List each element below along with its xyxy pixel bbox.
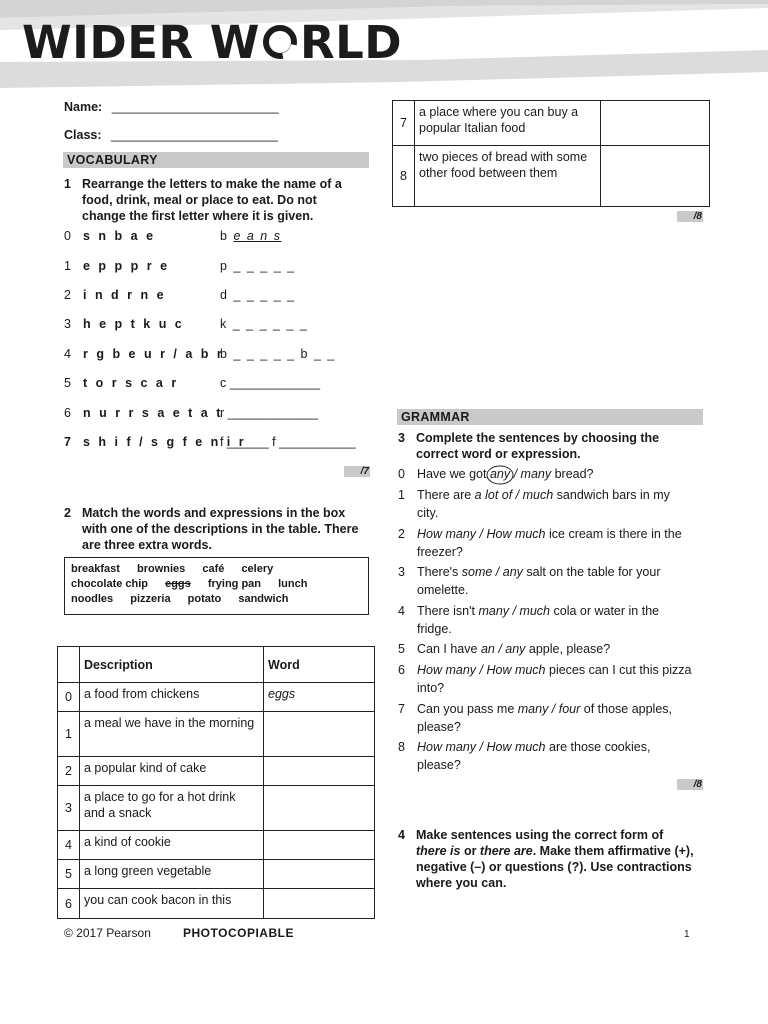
anagram-item[interactable]: 4 r g b e u r / a b r b _ _ _ _ _ b _ _ [64, 347, 336, 361]
anagram-item: 0 s n b a e b e a n s [64, 229, 282, 243]
answer-cell[interactable] [264, 831, 375, 860]
anagram-item[interactable]: 3 h e p t k u c k _ _ _ _ _ _ [64, 317, 309, 331]
header-word: Word [264, 647, 375, 683]
score-box-q2: /8 [677, 211, 703, 222]
name-blank[interactable]: ________________________ [111, 100, 279, 114]
anagram-item[interactable]: 2 i n d r n e d _ _ _ _ _ [64, 288, 296, 302]
matching-table [57, 646, 375, 919]
copyright-text: © 2017 Pearson [64, 926, 151, 940]
example-word: eggs [264, 683, 375, 712]
table-row: 4 a kind of cookie [58, 831, 375, 860]
class-label: Class: [64, 128, 102, 142]
circled-answer-icon [486, 464, 516, 486]
example-answer: e a n s [233, 229, 282, 243]
page-number: 1 [684, 929, 690, 940]
class-line[interactable] [64, 128, 278, 142]
logo-text-right: RLD [299, 16, 403, 69]
answer-cell[interactable] [264, 860, 375, 889]
example-choice: any / many [490, 467, 551, 481]
question-2-instruction: 2 Match the words and expressions in the box with one of the descriptions in the table. There are three extra words. [64, 506, 359, 552]
anagram-item[interactable]: 5 t o r s c a r c _____________ [64, 376, 321, 390]
table-row: 0 a food from chickens eggs [58, 683, 375, 712]
table-row: 8 two pieces of bread with some other food between them [393, 146, 710, 207]
word-box: breakfast brownies café celery chocolate chip eggs frying pan lunch noodles pizzeria potato sandwich [64, 557, 369, 615]
crossed-word: eggs [165, 578, 191, 590]
answer-cell[interactable] [601, 101, 710, 146]
vocabulary-heading: VOCABULARY [63, 152, 369, 168]
question-4-instruction: 4 Make sentences using the correct form of there is or there are. Make them affirmative (+), negative (–) or questions (?). Use contractions where you can. [398, 828, 694, 890]
matching-table-continued [392, 100, 710, 207]
header-banner [0, 0, 768, 88]
grammar-heading: GRAMMAR [397, 409, 703, 425]
table-row: 6 you can cook bacon in this [58, 889, 375, 919]
wider-world-logo [22, 16, 403, 69]
answer-cell[interactable] [264, 786, 375, 831]
anagram-item[interactable]: 1 e p p p r e p _ _ _ _ _ [64, 259, 296, 273]
table-row: 2 a popular kind of cake [58, 757, 375, 786]
score-box-q3: /8 [677, 779, 703, 790]
class-blank[interactable]: ________________________ [111, 128, 278, 142]
name-line[interactable] [64, 100, 279, 114]
answer-cell[interactable] [264, 712, 375, 757]
photocopiable-label: PHOTOCOPIABLE [183, 926, 294, 940]
answer-cell[interactable] [264, 757, 375, 786]
table-row: 5 a long green vegetable [58, 860, 375, 889]
score-box-q1: /7 [344, 466, 370, 477]
logo-globe-icon [261, 23, 299, 61]
anagram-item[interactable]: 6 n u r r s a e t a t r _____________ [64, 406, 319, 420]
table-row: 7 a place where you can buy a popular Italian food [393, 101, 710, 146]
table-row: 1 a meal we have in the morning [58, 712, 375, 757]
answer-cell[interactable] [264, 889, 375, 919]
answer-cell[interactable] [601, 146, 710, 207]
header-description: Description [80, 647, 264, 683]
question-3-instruction: 3 Complete the sentences by choosing the correct word or expression. [398, 431, 660, 461]
question-1-instruction: 1 Rearrange the letters to make the name of a food, drink, meal or place to eat. Do not change the first letter where it is given. [64, 177, 342, 223]
name-label: Name: [64, 100, 103, 114]
table-header-row [58, 647, 375, 683]
table-row: 3 a place to go for a hot drink and a snack [58, 786, 375, 831]
logo-text-left: WIDER W [22, 16, 260, 69]
anagram-item[interactable]: 7 s h i f / s g f e n i r f ______ f ___________ [64, 435, 356, 449]
